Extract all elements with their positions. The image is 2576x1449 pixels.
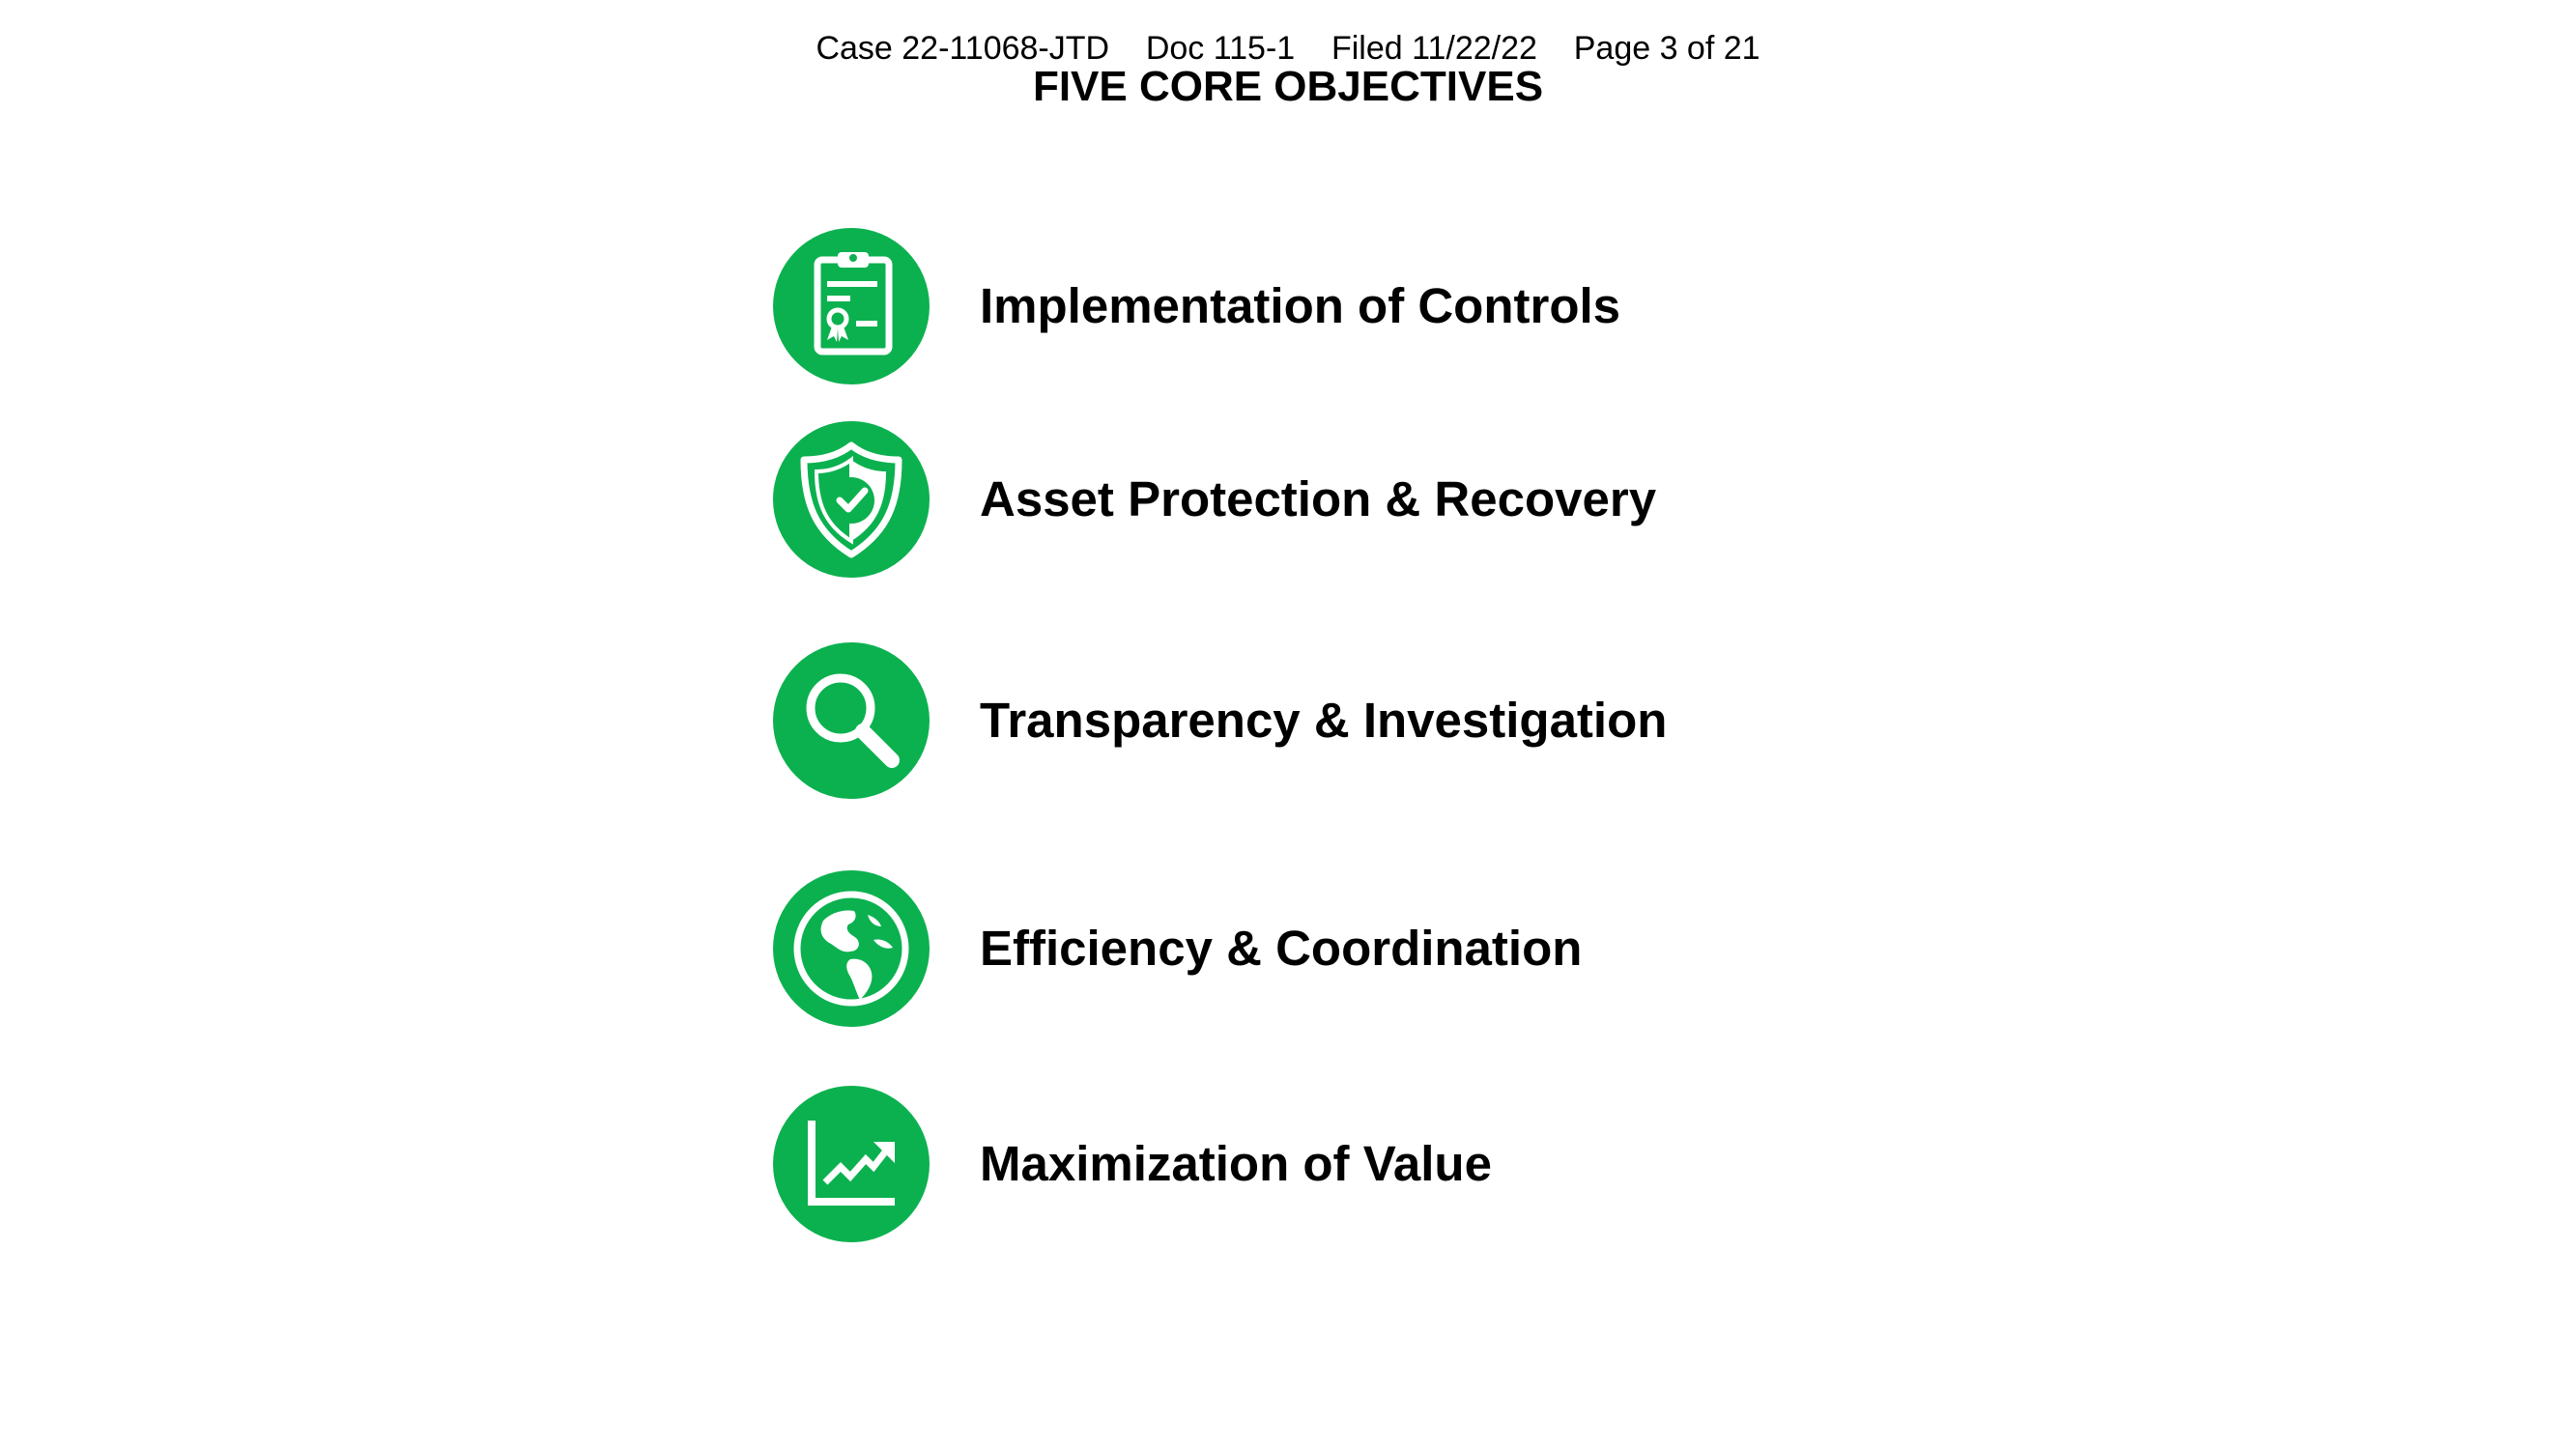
objective-row-controls [773,228,1620,384]
shield-check-icon [773,421,930,578]
case-header: Case 22-11068-JTD Doc 115-1 Filed 11/22/22 Page 3 of 21 [816,30,1760,67]
growth-chart-icon [773,1086,930,1242]
objective-label: Asset Protection & Recovery [980,471,1657,526]
magnifying-glass-icon [773,642,930,799]
globe-icon [773,870,930,1027]
objective-label: Maximization of Value [980,1136,1492,1191]
objective-label: Transparency & Investigation [980,693,1668,748]
clipboard-certificate-icon [773,228,930,384]
objective-label: Implementation of Controls [980,278,1620,333]
objective-row-efficiency [773,870,1582,1027]
page-title: FIVE CORE OBJECTIVES [1032,63,1544,110]
objective-row-value [773,1086,1492,1242]
objective-row-asset-protection [773,421,1656,578]
objective-label: Efficiency & Coordination [980,921,1583,976]
objective-row-transparency [773,642,1667,799]
